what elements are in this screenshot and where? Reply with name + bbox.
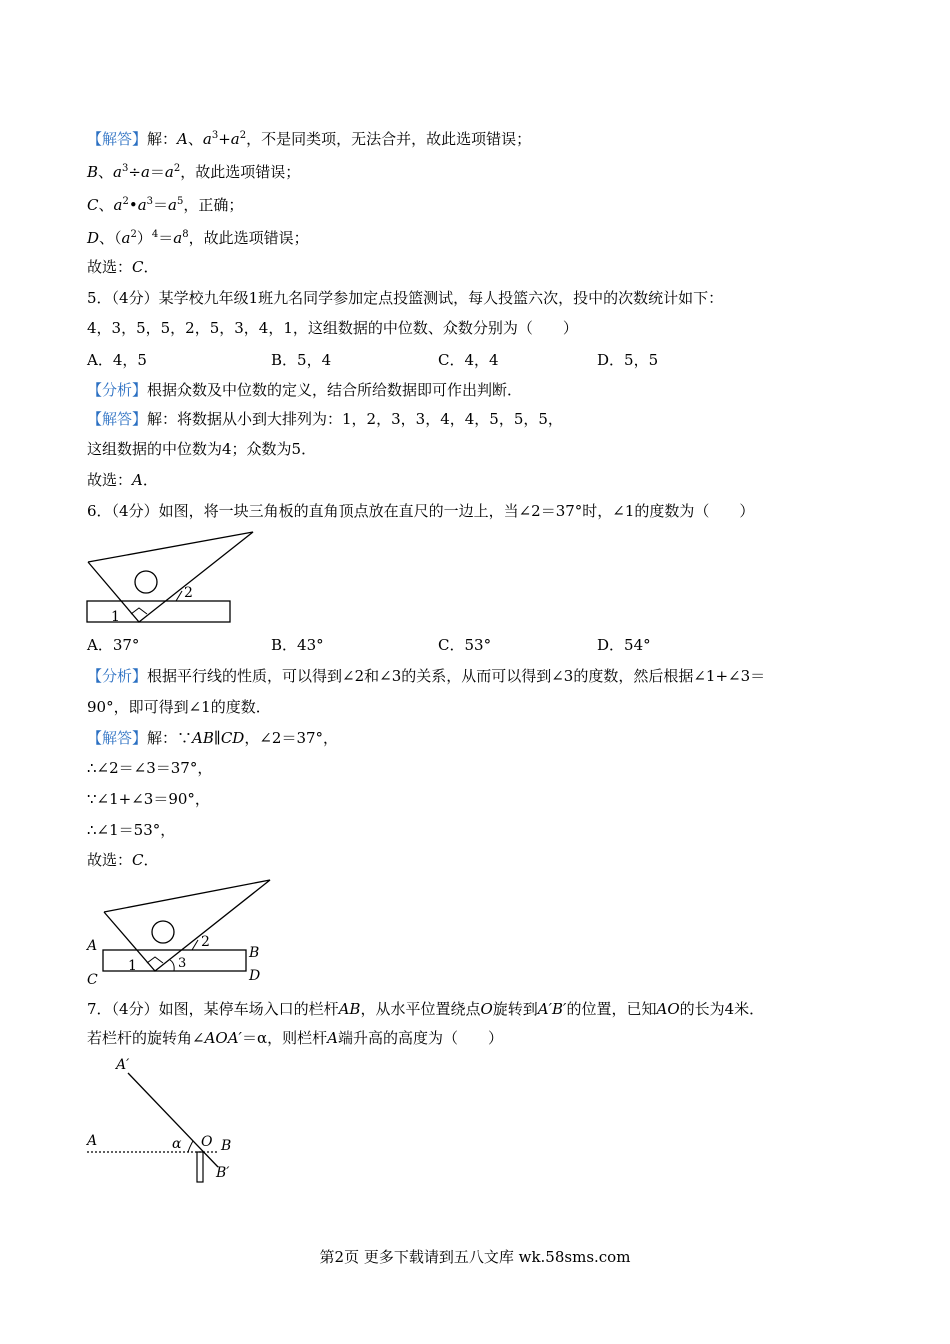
- fenxi-tag: 【分析】: [87, 667, 148, 685]
- point-b-label: B: [221, 1138, 232, 1154]
- angle1-label: 1: [111, 609, 120, 625]
- point-o-label: O: [201, 1134, 213, 1150]
- rotated-barrier: [128, 1073, 218, 1167]
- q4-choose: 故选：C．: [87, 258, 159, 276]
- alpha-label: α: [172, 1136, 182, 1152]
- q6-option-d: D．54°: [597, 636, 651, 654]
- q6-option-b: B．43°: [271, 636, 324, 654]
- q6-solution: 【解答】解：∵AB∥CD，∠2＝37°，: [87, 729, 339, 747]
- q6-step1: ∴∠2＝∠3＝37°，: [87, 759, 213, 777]
- q6-stem: 6．（4分）如图，将一块三角板的直角顶点放在直尺的一边上，当∠2＝37°时，∠1的度数为（ ）: [87, 502, 755, 520]
- q6-step3: ∴∠1＝53°，: [87, 821, 176, 839]
- q7-stem-line2: 若栏杆的旋转角∠AOA′＝α，则栏杆A端升高的高度为（ ）: [87, 1029, 503, 1047]
- q4-solution-a: 【解答】解：A、$a^3+a^2$，不是同类项，无法合并，故此选项错误；: [87, 130, 532, 148]
- angle1-label: 1: [128, 958, 137, 974]
- point-a-label: A: [87, 938, 98, 954]
- point-b-prime-label: B′: [216, 1165, 230, 1181]
- q5-option-c: C．4，4: [438, 351, 499, 369]
- q5-solution: 【解答】解：将数据从小到大排列为：1，2，3，3，4，4，5，5，5，: [87, 410, 563, 428]
- point-d-label: D: [249, 968, 261, 984]
- jieda-tag: 【解答】: [87, 410, 148, 428]
- q5-choose: 故选：A．: [87, 471, 158, 489]
- q6-option-a: A．37°: [87, 636, 140, 654]
- barrier-post: [197, 1152, 203, 1182]
- jieda-tag: 【解答】: [87, 130, 148, 148]
- angle2-label: 2: [201, 934, 210, 950]
- q5-option-a: A．4，5: [87, 351, 147, 369]
- q4-solution-b: B、$a^3\div a=a^2$，故此选项错误；: [87, 163, 301, 181]
- q5-option-d: D．5，5: [597, 351, 659, 369]
- q7-stem-line1: 7．（4分）如图，某停车场入口的栏杆AB，从水平位置绕点O旋转到A′B′的位置，已知AO的长为4米．: [87, 1000, 765, 1018]
- page-footer: 第2页 更多下载请到五八文库 wk.58sms.com: [319, 1248, 631, 1266]
- q5-analysis: 【分析】根据众数及中位数的定义，结合所给数据即可作出判断．: [87, 381, 523, 399]
- point-a-prime-label: A′: [116, 1057, 130, 1073]
- point-c-label: C: [87, 972, 98, 988]
- q6-step2: ∵∠1+∠3＝90°，: [87, 790, 210, 808]
- q6-choose: 故选：C．: [87, 851, 159, 869]
- q4-solution-c: C、$a^2•a^3=a^5$，正确；: [87, 196, 244, 214]
- q5-stem-line2: 4，3，5，5，2，5，3，4，1，这组数据的中位数、众数分别为（ ）: [87, 319, 578, 337]
- point-b-label: B: [249, 945, 260, 961]
- q5-solution-line2: 这组数据的中位数为4；众数为5．: [87, 440, 317, 458]
- alpha-arc: [188, 1141, 193, 1152]
- q5-option-b: B．5，4: [271, 351, 332, 369]
- q4-solution-d: D、$(a^2)^4=a^8$，故此选项错误；: [87, 229, 309, 247]
- q5-stem-line1: 5．（4分）某学校九年级1班九名同学参加定点投篮测试，每人投篮六次，投中的次数统计如下：: [87, 289, 724, 307]
- q6-analysis-line1: 【分析】根据平行线的性质，可以得到∠2和∠3的关系，从而可以得到∠3的度数，然后根据∠1+∠3＝: [87, 667, 766, 685]
- point-a-label: A: [87, 1133, 98, 1149]
- jieda-tag: 【解答】: [87, 729, 148, 747]
- angle3-label: 3: [178, 956, 187, 971]
- q6-analysis-line2: 90°，即可得到∠1的度数．: [87, 698, 271, 716]
- q6-option-c: C．53°: [438, 636, 492, 654]
- angle2-label: 2: [184, 585, 193, 601]
- fenxi-tag: 【分析】: [87, 381, 148, 399]
